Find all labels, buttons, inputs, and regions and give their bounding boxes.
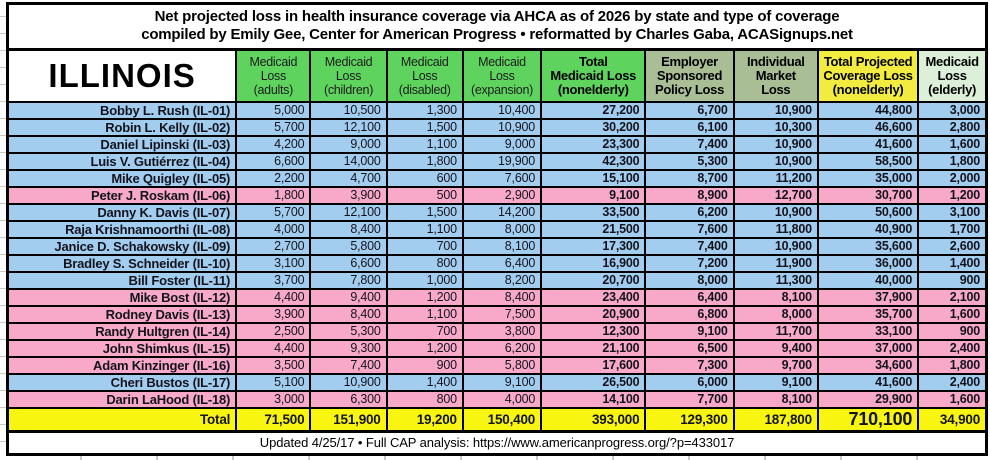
district-row bbox=[8, 289, 987, 306]
footer-text: Updated 4/25/17 • Full CAP analysis: https://www.americanprogress.org/?p=433017 bbox=[259, 435, 735, 450]
value-cell[interactable]: 9,000 bbox=[310, 136, 386, 153]
value-cell[interactable]: 2,900 bbox=[463, 187, 541, 204]
value-cell[interactable]: 6,300 bbox=[310, 391, 386, 408]
value-cell[interactable]: 3,000 bbox=[918, 102, 986, 119]
value-cell[interactable]: 27,200 bbox=[541, 102, 645, 119]
value-cell[interactable]: 20,700 bbox=[541, 272, 645, 289]
value-cell[interactable]: 19,900 bbox=[463, 153, 541, 170]
column-header-9[interactable]: Medicaid Loss (elderly) bbox=[918, 50, 986, 103]
district-name-cell[interactable]: Adam Kinzinger (IL-16) bbox=[8, 357, 237, 374]
value-cell[interactable]: 900 bbox=[918, 272, 986, 289]
value-cell[interactable]: 10,500 bbox=[310, 102, 386, 119]
value-cell[interactable]: 12,700 bbox=[734, 187, 818, 204]
district-name-cell[interactable]: Randy Hultgren (IL-14) bbox=[8, 323, 237, 340]
value-cell[interactable]: 2,000 bbox=[918, 170, 986, 187]
district-row bbox=[8, 170, 987, 187]
value-cell[interactable]: 7,800 bbox=[310, 272, 386, 289]
value-cell[interactable]: 1,200 bbox=[387, 340, 463, 357]
value-cell[interactable]: 8,000 bbox=[645, 272, 733, 289]
total-value-cell[interactable]: 710,100 bbox=[818, 408, 918, 432]
value-cell[interactable]: 2,600 bbox=[918, 238, 986, 255]
value-cell[interactable]: 35,000 bbox=[818, 170, 918, 187]
value-cell[interactable]: 9,100 bbox=[645, 323, 733, 340]
value-cell[interactable]: 35,700 bbox=[818, 306, 918, 323]
value-cell[interactable]: 36,000 bbox=[818, 255, 918, 272]
value-cell[interactable]: 6,600 bbox=[310, 255, 386, 272]
value-cell[interactable]: 46,600 bbox=[818, 119, 918, 136]
value-cell[interactable]: 7,200 bbox=[645, 255, 733, 272]
value-cell[interactable]: 10,900 bbox=[310, 374, 386, 391]
district-row bbox=[8, 187, 987, 204]
value-cell[interactable]: 6,400 bbox=[645, 289, 733, 306]
value-cell[interactable]: 3,900 bbox=[310, 187, 386, 204]
value-cell[interactable]: 11,700 bbox=[734, 323, 818, 340]
value-cell[interactable]: 3,500 bbox=[236, 357, 310, 374]
value-cell[interactable]: 1,100 bbox=[387, 221, 463, 238]
value-cell[interactable]: 7,400 bbox=[310, 357, 386, 374]
value-cell[interactable]: 8,700 bbox=[645, 170, 733, 187]
district-row bbox=[8, 119, 987, 136]
district-name-cell[interactable]: Peter J. Roskam (IL-06) bbox=[8, 187, 237, 204]
value-cell[interactable]: 4,000 bbox=[463, 391, 541, 408]
total-row bbox=[8, 408, 987, 432]
total-value-cell[interactable]: 150,400 bbox=[463, 408, 541, 432]
value-cell[interactable]: 42,300 bbox=[541, 153, 645, 170]
value-cell[interactable]: 1,500 bbox=[387, 204, 463, 221]
district-row bbox=[8, 136, 987, 153]
district-name-cell[interactable]: Luis V. Gutiérrez (IL-04) bbox=[8, 153, 237, 170]
value-cell[interactable]: 11,300 bbox=[734, 272, 818, 289]
value-cell[interactable]: 9,100 bbox=[734, 374, 818, 391]
district-name-cell[interactable]: Daniel Lipinski (IL-03) bbox=[8, 136, 237, 153]
value-cell[interactable]: 5,000 bbox=[236, 102, 310, 119]
ahca-coverage-loss-table bbox=[6, 2, 988, 456]
value-cell[interactable]: 10,900 bbox=[734, 238, 818, 255]
title-line-1: Net projected loss in health insurance coverage via AHCA as of 2026 by state and type of coverage bbox=[154, 8, 840, 25]
value-cell[interactable]: 6,000 bbox=[645, 374, 733, 391]
total-value-cell[interactable]: 71,500 bbox=[236, 408, 310, 432]
district-name-cell[interactable]: Janice D. Schakowsky (IL-09) bbox=[8, 238, 237, 255]
value-cell[interactable]: 7,600 bbox=[463, 170, 541, 187]
district-row bbox=[8, 221, 987, 238]
value-cell[interactable]: 29,900 bbox=[818, 391, 918, 408]
value-cell[interactable]: 40,900 bbox=[818, 221, 918, 238]
value-cell[interactable]: 800 bbox=[387, 391, 463, 408]
value-cell[interactable]: 1,600 bbox=[918, 136, 986, 153]
table-body bbox=[8, 102, 987, 432]
value-cell[interactable]: 23,400 bbox=[541, 289, 645, 306]
value-cell[interactable]: 1,100 bbox=[387, 306, 463, 323]
value-cell[interactable]: 5,700 bbox=[236, 119, 310, 136]
district-row bbox=[8, 374, 987, 391]
value-cell[interactable]: 3,800 bbox=[463, 323, 541, 340]
column-header-7[interactable]: Individual Market Loss bbox=[734, 50, 818, 103]
total-value-cell[interactable]: 151,900 bbox=[310, 408, 386, 432]
district-row bbox=[8, 153, 987, 170]
district-row bbox=[8, 306, 987, 323]
value-cell[interactable]: 4,000 bbox=[236, 221, 310, 238]
value-cell[interactable]: 9,300 bbox=[310, 340, 386, 357]
value-cell[interactable]: 5,100 bbox=[236, 374, 310, 391]
district-name-cell[interactable]: Rodney Davis (IL-13) bbox=[8, 306, 237, 323]
district-name-cell[interactable]: Raja Krishnamoorthi (IL-08) bbox=[8, 221, 237, 238]
total-value-cell[interactable]: 129,300 bbox=[645, 408, 733, 432]
value-cell[interactable]: 41,600 bbox=[818, 136, 918, 153]
value-cell[interactable]: 1,700 bbox=[918, 221, 986, 238]
value-cell[interactable]: 2,100 bbox=[918, 289, 986, 306]
value-cell[interactable]: 700 bbox=[387, 238, 463, 255]
district-row bbox=[8, 204, 987, 221]
value-cell[interactable]: 7,400 bbox=[645, 238, 733, 255]
value-cell[interactable]: 900 bbox=[918, 323, 986, 340]
value-cell[interactable]: 700 bbox=[387, 323, 463, 340]
value-cell[interactable]: 7,400 bbox=[645, 136, 733, 153]
value-cell[interactable]: 1,000 bbox=[387, 272, 463, 289]
district-row bbox=[8, 391, 987, 408]
table-title-cell[interactable] bbox=[6, 2, 988, 51]
value-cell[interactable]: 5,800 bbox=[310, 238, 386, 255]
value-cell[interactable]: 2,400 bbox=[918, 340, 986, 357]
value-cell[interactable]: 2,400 bbox=[918, 374, 986, 391]
district-name-cell[interactable]: Bradley S. Schneider (IL-10) bbox=[8, 255, 237, 272]
value-cell[interactable]: 8,400 bbox=[463, 289, 541, 306]
value-cell[interactable]: 8,000 bbox=[463, 221, 541, 238]
value-cell[interactable]: 58,500 bbox=[818, 153, 918, 170]
value-cell[interactable]: 4,200 bbox=[236, 136, 310, 153]
value-cell[interactable]: 10,900 bbox=[734, 102, 818, 119]
district-row bbox=[8, 272, 987, 289]
value-cell[interactable]: 9,400 bbox=[310, 289, 386, 306]
value-cell[interactable]: 1,400 bbox=[918, 255, 986, 272]
value-cell[interactable]: 35,600 bbox=[818, 238, 918, 255]
value-cell[interactable]: 8,100 bbox=[734, 289, 818, 306]
total-value-cell[interactable]: 393,000 bbox=[541, 408, 645, 432]
value-cell[interactable]: 9,100 bbox=[541, 187, 645, 204]
district-name-cell[interactable]: John Shimkus (IL-15) bbox=[8, 340, 237, 357]
district-name-cell[interactable]: Bill Foster (IL-11) bbox=[8, 272, 237, 289]
value-cell[interactable]: 40,000 bbox=[818, 272, 918, 289]
district-row bbox=[8, 238, 987, 255]
district-name-cell[interactable]: Mike Bost (IL-12) bbox=[8, 289, 237, 306]
value-cell[interactable]: 500 bbox=[387, 187, 463, 204]
value-cell[interactable]: 9,400 bbox=[734, 340, 818, 357]
value-cell[interactable]: 23,300 bbox=[541, 136, 645, 153]
value-cell[interactable]: 4,400 bbox=[236, 289, 310, 306]
value-cell[interactable]: 8,200 bbox=[463, 272, 541, 289]
value-cell[interactable]: 1,600 bbox=[918, 391, 986, 408]
column-header-6[interactable]: Employer Sponsored Policy Loss bbox=[645, 50, 733, 103]
value-cell[interactable]: 15,100 bbox=[541, 170, 645, 187]
value-cell[interactable]: 3,700 bbox=[236, 272, 310, 289]
value-cell[interactable]: 9,100 bbox=[463, 374, 541, 391]
value-cell[interactable]: 2,200 bbox=[236, 170, 310, 187]
column-header-3[interactable]: Medicaid Loss (disabled) bbox=[387, 50, 463, 103]
value-cell[interactable]: 33,100 bbox=[818, 323, 918, 340]
value-cell[interactable]: 600 bbox=[387, 170, 463, 187]
value-cell[interactable]: 7,300 bbox=[645, 357, 733, 374]
value-cell[interactable]: 33,500 bbox=[541, 204, 645, 221]
value-cell[interactable]: 1,800 bbox=[918, 357, 986, 374]
district-name-cell[interactable]: Darin LaHood (IL-18) bbox=[8, 391, 237, 408]
value-cell[interactable]: 1,800 bbox=[387, 153, 463, 170]
value-cell[interactable]: 6,200 bbox=[463, 340, 541, 357]
value-cell[interactable]: 900 bbox=[387, 357, 463, 374]
value-cell[interactable]: 30,200 bbox=[541, 119, 645, 136]
district-name-cell[interactable]: Mike Quigley (IL-05) bbox=[8, 170, 237, 187]
value-cell[interactable]: 3,100 bbox=[236, 255, 310, 272]
value-cell[interactable]: 37,900 bbox=[818, 289, 918, 306]
value-cell[interactable]: 6,200 bbox=[645, 204, 733, 221]
value-cell[interactable]: 4,400 bbox=[236, 340, 310, 357]
value-cell[interactable]: 44,800 bbox=[818, 102, 918, 119]
value-cell[interactable]: 9,000 bbox=[463, 136, 541, 153]
value-cell[interactable]: 17,600 bbox=[541, 357, 645, 374]
value-cell[interactable]: 12,100 bbox=[310, 204, 386, 221]
value-cell[interactable]: 14,000 bbox=[310, 153, 386, 170]
value-cell[interactable]: 8,400 bbox=[310, 306, 386, 323]
district-name-cell[interactable]: Danny K. Davis (IL-07) bbox=[8, 204, 237, 221]
total-label-cell[interactable]: Total bbox=[8, 408, 237, 432]
value-cell[interactable]: 17,300 bbox=[541, 238, 645, 255]
value-cell[interactable]: 5,300 bbox=[645, 153, 733, 170]
value-cell[interactable]: 1,200 bbox=[387, 289, 463, 306]
value-cell[interactable]: 12,300 bbox=[541, 323, 645, 340]
value-cell[interactable]: 14,200 bbox=[463, 204, 541, 221]
value-cell[interactable]: 21,100 bbox=[541, 340, 645, 357]
value-cell[interactable]: 800 bbox=[387, 255, 463, 272]
value-cell[interactable]: 2,500 bbox=[236, 323, 310, 340]
value-cell[interactable]: 8,400 bbox=[310, 221, 386, 238]
district-row bbox=[8, 340, 987, 357]
value-cell[interactable]: 21,500 bbox=[541, 221, 645, 238]
value-cell[interactable]: 4,700 bbox=[310, 170, 386, 187]
value-cell[interactable]: 5,800 bbox=[463, 357, 541, 374]
district-name-cell[interactable]: Robin L. Kelly (IL-02) bbox=[8, 119, 237, 136]
column-header-1[interactable]: Medicaid Loss (adults) bbox=[236, 50, 310, 103]
value-cell[interactable]: 14,100 bbox=[541, 391, 645, 408]
value-cell[interactable]: 6,100 bbox=[645, 119, 733, 136]
value-cell[interactable]: 11,800 bbox=[734, 221, 818, 238]
value-cell[interactable]: 10,300 bbox=[734, 119, 818, 136]
value-cell[interactable]: 37,000 bbox=[818, 340, 918, 357]
value-cell[interactable]: 50,600 bbox=[818, 204, 918, 221]
value-cell[interactable]: 10,400 bbox=[463, 102, 541, 119]
data-grid bbox=[6, 48, 988, 433]
value-cell[interactable]: 34,600 bbox=[818, 357, 918, 374]
value-cell[interactable]: 11,200 bbox=[734, 170, 818, 187]
value-cell[interactable]: 1,200 bbox=[918, 187, 986, 204]
district-row bbox=[8, 255, 987, 272]
state-name-cell[interactable]: ILLINOIS bbox=[8, 50, 237, 103]
value-cell[interactable]: 6,700 bbox=[645, 102, 733, 119]
column-header-2[interactable]: Medicaid Loss (children) bbox=[310, 50, 386, 103]
value-cell[interactable]: 7,700 bbox=[645, 391, 733, 408]
district-name-cell[interactable]: Cheri Bustos (IL-17) bbox=[8, 374, 237, 391]
value-cell[interactable]: 8,100 bbox=[734, 391, 818, 408]
value-cell[interactable]: 12,100 bbox=[310, 119, 386, 136]
value-cell[interactable]: 6,400 bbox=[463, 255, 541, 272]
value-cell[interactable]: 5,300 bbox=[310, 323, 386, 340]
header-row bbox=[8, 50, 987, 103]
value-cell[interactable]: 3,000 bbox=[236, 391, 310, 408]
district-row bbox=[8, 323, 987, 340]
value-cell[interactable]: 6,500 bbox=[645, 340, 733, 357]
value-cell[interactable]: 16,900 bbox=[541, 255, 645, 272]
district-row bbox=[8, 102, 987, 119]
total-value-cell[interactable]: 187,800 bbox=[734, 408, 818, 432]
value-cell[interactable]: 8,100 bbox=[463, 238, 541, 255]
total-value-cell[interactable]: 19,200 bbox=[387, 408, 463, 432]
value-cell[interactable]: 9,700 bbox=[734, 357, 818, 374]
value-cell[interactable]: 1,300 bbox=[387, 102, 463, 119]
value-cell[interactable]: 1,800 bbox=[918, 153, 986, 170]
value-cell[interactable]: 6,600 bbox=[236, 153, 310, 170]
value-cell[interactable]: 10,900 bbox=[734, 153, 818, 170]
value-cell[interactable]: 5,700 bbox=[236, 204, 310, 221]
value-cell[interactable]: 1,600 bbox=[918, 306, 986, 323]
column-header-5[interactable]: Total Medicaid Loss (nonelderly) bbox=[541, 50, 645, 103]
value-cell[interactable]: 3,100 bbox=[918, 204, 986, 221]
value-cell[interactable]: 26,500 bbox=[541, 374, 645, 391]
table-footer-cell[interactable] bbox=[6, 430, 988, 456]
value-cell[interactable]: 20,900 bbox=[541, 306, 645, 323]
title-line-2: compiled by Emily Gee, Center for American Progress • reformatted by Charles Gaba, ACASignups.net bbox=[141, 26, 853, 43]
value-cell[interactable]: 2,800 bbox=[918, 119, 986, 136]
value-cell[interactable]: 1,800 bbox=[236, 187, 310, 204]
district-name-cell[interactable]: Bobby L. Rush (IL-01) bbox=[8, 102, 237, 119]
value-cell[interactable]: 30,700 bbox=[818, 187, 918, 204]
value-cell[interactable]: 7,500 bbox=[463, 306, 541, 323]
value-cell[interactable]: 1,500 bbox=[387, 119, 463, 136]
district-row bbox=[8, 357, 987, 374]
value-cell[interactable]: 8,900 bbox=[645, 187, 733, 204]
value-cell[interactable]: 7,600 bbox=[645, 221, 733, 238]
value-cell[interactable]: 41,600 bbox=[818, 374, 918, 391]
value-cell[interactable]: 3,900 bbox=[236, 306, 310, 323]
value-cell[interactable]: 6,800 bbox=[645, 306, 733, 323]
value-cell[interactable]: 1,100 bbox=[387, 136, 463, 153]
value-cell[interactable]: 1,400 bbox=[387, 374, 463, 391]
value-cell[interactable]: 10,900 bbox=[463, 119, 541, 136]
value-cell[interactable]: 11,900 bbox=[734, 255, 818, 272]
total-value-cell[interactable]: 34,900 bbox=[918, 408, 986, 432]
column-header-8[interactable]: Total Projected Coverage Loss (nonelderly) bbox=[818, 50, 918, 103]
value-cell[interactable]: 10,900 bbox=[734, 204, 818, 221]
value-cell[interactable]: 8,000 bbox=[734, 306, 818, 323]
column-header-4[interactable]: Medicaid Loss (expansion) bbox=[463, 50, 541, 103]
value-cell[interactable]: 10,900 bbox=[734, 136, 818, 153]
value-cell[interactable]: 2,700 bbox=[236, 238, 310, 255]
